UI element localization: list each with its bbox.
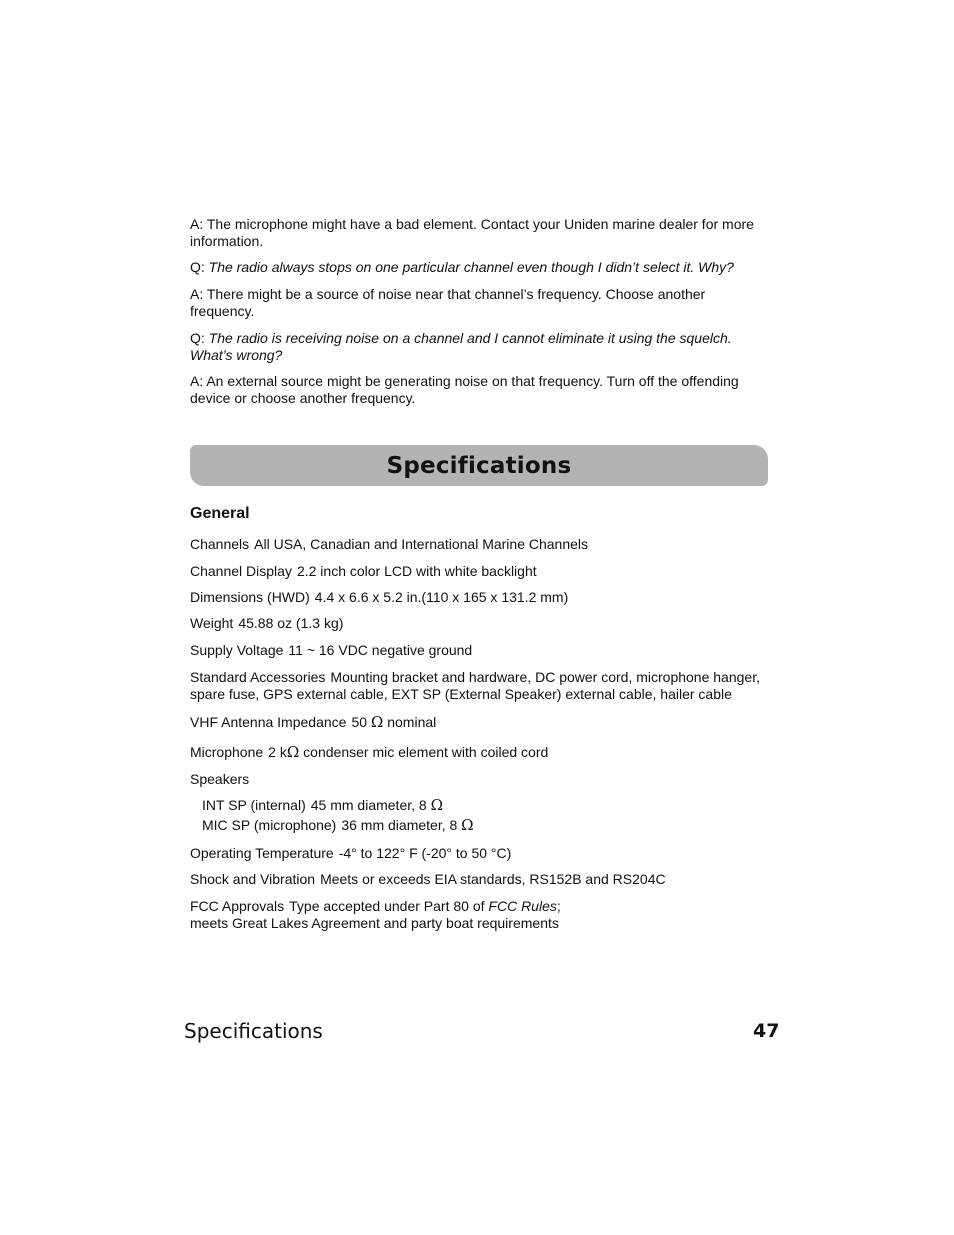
spec-label: Weight	[190, 615, 234, 631]
spec-value-suffix: ;	[556, 898, 561, 914]
faq-question-2	[190, 330, 770, 364]
spec-label: Shock and Vibration	[190, 871, 316, 887]
spec-value: 2.2 inch color LCD with white backlight	[296, 563, 537, 579]
spec-int-sp	[202, 797, 782, 814]
spec-label: Dimensions (HWD)	[190, 589, 310, 605]
faq-answer-1: A: The microphone might have a bad element. Contact your Uniden marine dealer for more information.	[190, 216, 754, 249]
spec-label: Standard Accessories	[190, 669, 326, 685]
spec-value: Type accepted under Part 80 of	[289, 898, 489, 914]
faq-question-1-text: The radio always stops on one particular channel even though I didn’t select it. Why?	[208, 259, 734, 275]
spec-label: Channel Display	[190, 563, 292, 579]
spec-value: 4.4 x 6.6 x 5.2 in.(110 x 165 x 131.2 mm)	[314, 589, 569, 605]
spec-standard-accessories	[190, 669, 770, 703]
spec-value-suffix: nominal	[387, 714, 437, 730]
page-number: 47	[753, 1020, 780, 1042]
spec-label: FCC Approvals	[190, 898, 285, 914]
spec-channels	[190, 536, 770, 553]
spec-value: 2 k	[268, 744, 287, 760]
spec-channel-display	[190, 563, 770, 580]
ohm-symbol: Ω	[461, 816, 474, 834]
spec-value-suffix: condenser mic element with coiled cord	[303, 744, 549, 760]
spec-value: Mounting bracket and hardware, DC power cord, microphone hanger,	[330, 669, 760, 685]
spec-weight	[190, 615, 770, 632]
spec-label: Microphone	[190, 744, 264, 760]
spec-value: 36 mm diameter, 8	[341, 817, 458, 833]
footer-section-title: Specifications	[184, 1019, 323, 1043]
spec-mic-sp	[202, 817, 782, 834]
faq-answer-3: A: An external source might be generating noise on that frequency. Turn off the offending device or choose another frequency.	[190, 373, 739, 406]
spec-value: Meets or exceeds EIA standards, RS152B and RS204C	[320, 871, 666, 887]
spec-label: VHF Antenna Impedance	[190, 714, 347, 730]
spec-speakers	[190, 771, 770, 788]
spec-fcc-approvals	[190, 898, 770, 932]
spec-operating-temperature	[190, 845, 770, 862]
spec-value: 11 ~ 16 VDC negative ground	[288, 642, 473, 658]
faq-q-prefix: Q:	[190, 259, 209, 275]
spec-value-line-2: spare fuse, GPS external cable, EXT SP (External Speaker) external cable, hailer cable	[190, 686, 732, 702]
ohm-symbol: Ω	[370, 713, 384, 731]
spec-label: INT SP (internal)	[202, 797, 306, 813]
spec-value: All USA, Canadian and International Marine Channels	[254, 536, 589, 552]
spec-antenna-impedance	[190, 714, 770, 731]
spec-value: -4° to 122° F (-20° to 50 °C)	[338, 845, 512, 861]
spec-dimensions	[190, 589, 770, 606]
section-banner	[190, 445, 768, 486]
spec-shock-vibration	[190, 871, 770, 888]
faq-answer-2: A: There might be a source of noise near that channel’s frequency. Choose another frequency.	[190, 286, 706, 319]
faq-question-2-text: The radio is receiving noise on a channel and I cannot eliminate it using the squelch. What’s wrong?	[190, 330, 732, 363]
spec-value: 45 mm diameter, 8	[310, 797, 427, 813]
general-heading: General	[190, 505, 250, 522]
spec-value-italic: FCC Rules	[488, 898, 557, 914]
spec-microphone	[190, 744, 770, 761]
ohm-symbol: Ω	[286, 743, 300, 761]
faq-q-prefix: Q:	[190, 330, 209, 346]
spec-label: Speakers	[190, 771, 250, 787]
spec-label: Operating Temperature	[190, 845, 334, 861]
spec-label: Channels	[190, 536, 250, 552]
spec-value-line-2: meets Great Lakes Agreement and party boat requirements	[190, 915, 559, 931]
spec-label: MIC SP (microphone)	[202, 817, 337, 833]
section-banner-title: Specifications	[386, 452, 572, 479]
faq-question-1	[190, 259, 734, 276]
spec-label: Supply Voltage	[190, 642, 284, 658]
ohm-symbol: Ω	[430, 796, 444, 814]
spec-value: 45.88 oz (1.3 kg)	[238, 615, 344, 631]
spec-value: 50	[351, 714, 368, 730]
spec-supply-voltage	[190, 642, 770, 659]
